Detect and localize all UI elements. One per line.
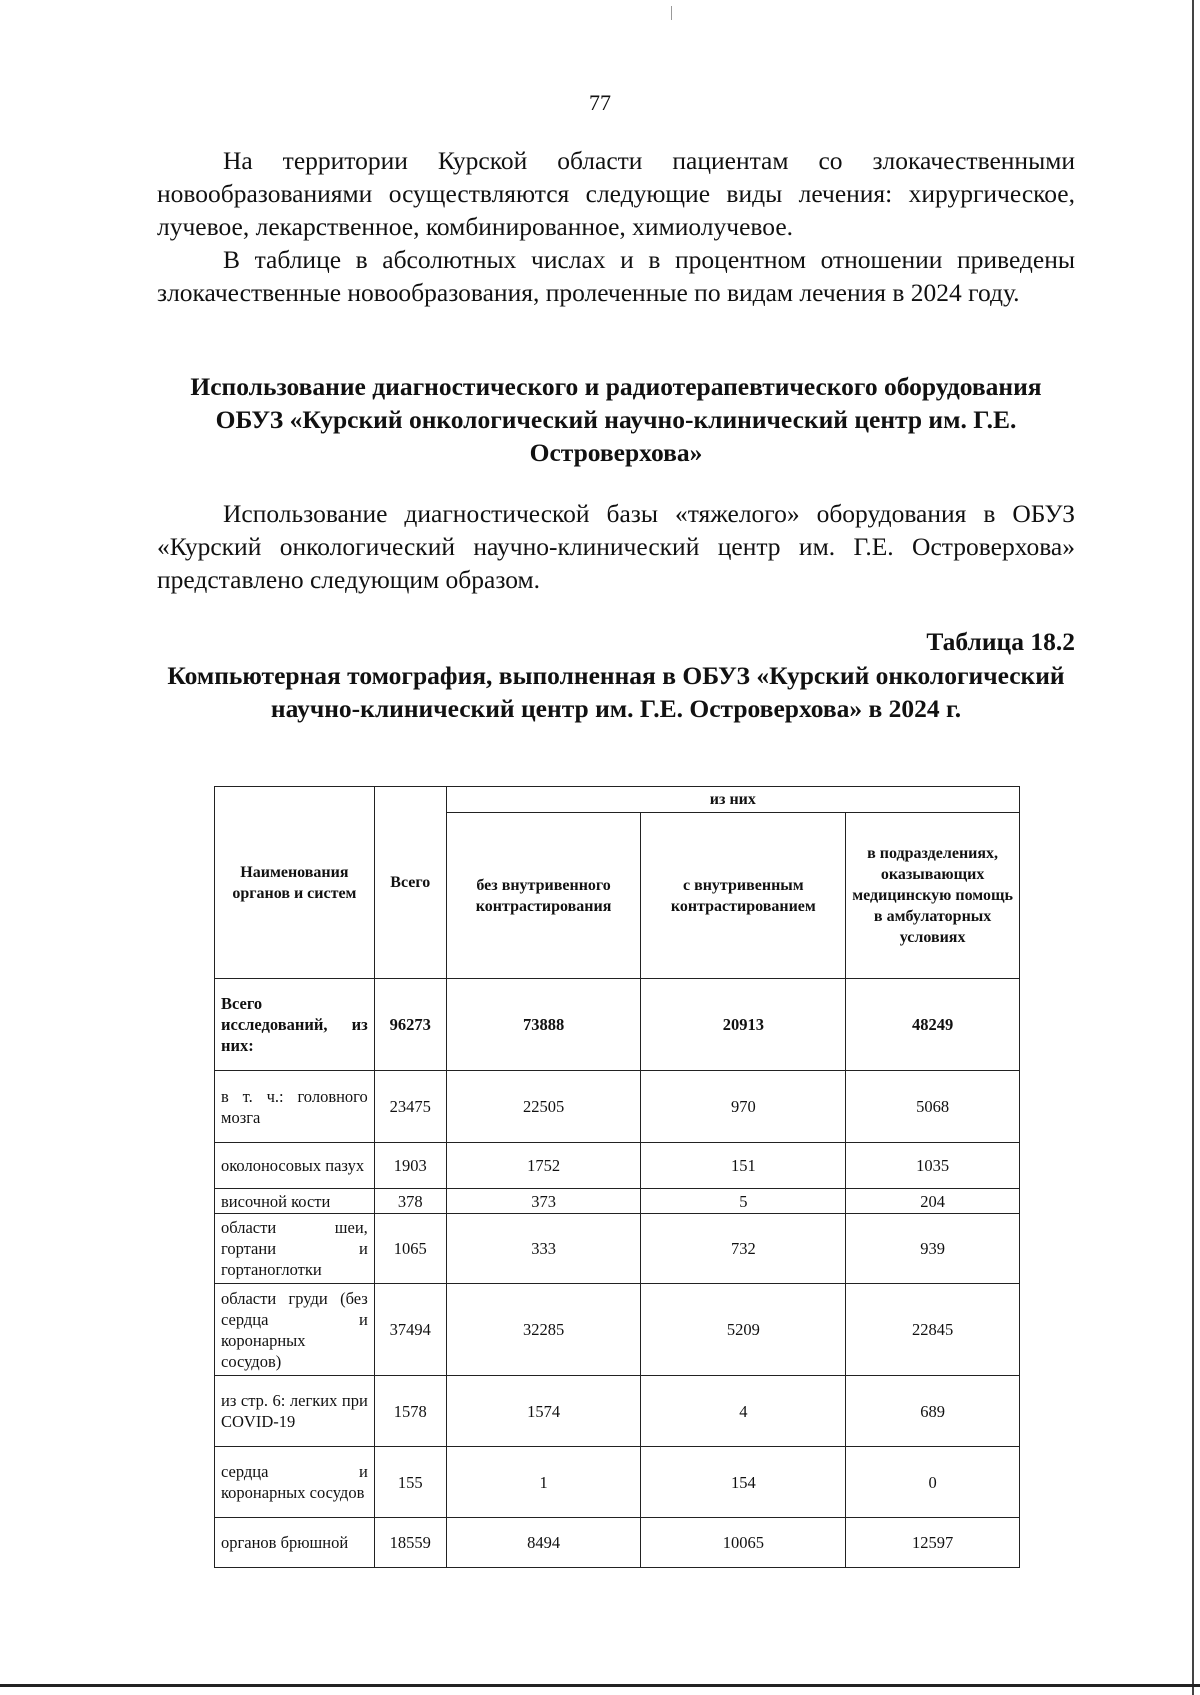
ct-table [214,786,1020,1568]
row-with-contrast: 151 [641,1143,846,1189]
scan-edge-bottom [0,1684,1200,1687]
row-outpatient: 22845 [846,1284,1020,1376]
row-name: области груди (без сердца и коронарных сосудов) [215,1284,375,1376]
table-label: Таблица 18.2 [926,627,1075,656]
row-without-contrast: 22505 [446,1071,641,1143]
row-with-contrast: 20913 [641,979,846,1071]
paragraph-equipment-intro: Использование диагностической базы «тяжелого» оборудования в ОБУЗ «Курский онкологический научно-клинический центр им. Г.Е. Островерхова» представлено следующим образом. [157,499,1075,594]
row-with-contrast: 10065 [641,1518,846,1568]
row-without-contrast: 73888 [446,979,641,1071]
header-group: из них [446,787,1019,813]
page-number: 77 [589,90,611,115]
table-title: Компьютерная томография, выполненная в ОБУЗ «Курский онкологический научно-клинический центр им. Г.Е. Островерхова» в 2024 г. [167,661,1065,723]
header-without-contrast: без внутривенного контрастирования [446,813,641,979]
row-total: 37494 [374,1284,446,1376]
row-total: 96273 [374,979,446,1071]
section-heading: Использование диагностического и радиотерапевтического оборудования ОБУЗ «Курский онкологический научно-клинический центр им. Г.Е. Островерхова» [190,372,1042,467]
row-total: 1903 [374,1143,446,1189]
header-name: Наименования органов и систем [215,787,375,979]
row-without-contrast: 1752 [446,1143,641,1189]
row-name: околоносовых пазух [215,1143,375,1189]
table-row [215,1071,1020,1143]
row-total: 155 [374,1447,446,1518]
table-row [215,1376,1020,1447]
row-name: из стр. 6: легких при COVID-19 [215,1376,375,1447]
row-outpatient: 48249 [846,979,1020,1071]
row-without-contrast: 373 [446,1189,641,1214]
row-total: 1065 [374,1214,446,1284]
table-row [215,1518,1020,1568]
row-without-contrast: 1 [446,1447,641,1518]
row-name: височной кости [215,1189,375,1214]
row-with-contrast: 4 [641,1376,846,1447]
header-total: Всего [374,787,446,979]
row-name: области шеи, гортани и гортаноглотки [215,1214,375,1284]
row-total: 18559 [374,1518,446,1568]
row-without-contrast: 8494 [446,1518,641,1568]
row-total: 1578 [374,1376,446,1447]
header-with-contrast: с внутривенным контрастированием [641,813,846,979]
table-row [215,1189,1020,1214]
row-name: Всего исследований, из них: [215,979,375,1071]
row-with-contrast: 732 [641,1214,846,1284]
row-outpatient: 12597 [846,1518,1020,1568]
row-outpatient: 689 [846,1376,1020,1447]
row-name: органов брюшной [215,1518,375,1568]
row-with-contrast: 970 [641,1071,846,1143]
header-outpatient: в подразделениях, оказывающих медицинскую помощь в амбулаторных условиях [846,813,1020,979]
table-row [215,1284,1020,1376]
row-without-contrast: 1574 [446,1376,641,1447]
row-outpatient: 939 [846,1214,1020,1284]
row-outpatient: 5068 [846,1071,1020,1143]
table-row [215,1214,1020,1284]
table-row [215,1143,1020,1189]
row-with-contrast: 154 [641,1447,846,1518]
row-outpatient: 1035 [846,1143,1020,1189]
row-without-contrast: 333 [446,1214,641,1284]
row-total: 378 [374,1189,446,1214]
row-outpatient: 204 [846,1189,1020,1214]
table-row [215,1447,1020,1518]
scan-edge-right [1192,0,1194,1695]
row-with-contrast: 5 [641,1189,846,1214]
row-outpatient: 0 [846,1447,1020,1518]
row-without-contrast: 32285 [446,1284,641,1376]
table-row [215,979,1020,1071]
row-with-contrast: 5209 [641,1284,846,1376]
row-total: 23475 [374,1071,446,1143]
paragraph-treatment-types: На территории Курской области пациентам со злокачественными новообразованиями осуществляются следующие виды лечения: хирургическое, лучевое, лекарственное, комбинированное, химиолучевое. [157,146,1075,241]
scan-mark [671,6,672,20]
row-name: сердца и коронарных сосудов [215,1447,375,1518]
paragraph-table-intro: В таблице в абсолютных числах и в процентном отношении приведены злокачественные новообразования, пролеченные по видам лечения в 2024 году. [157,245,1075,307]
row-name: в т. ч.: головного мозга [215,1071,375,1143]
